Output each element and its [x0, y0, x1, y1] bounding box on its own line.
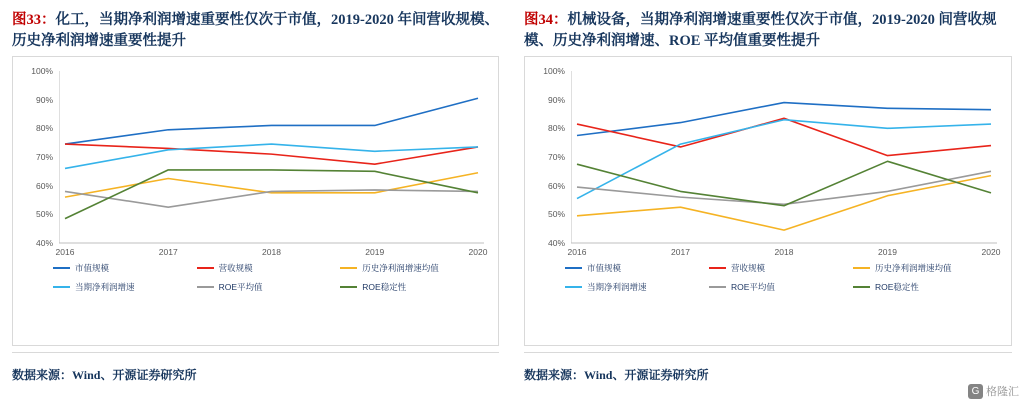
legend-swatch	[53, 286, 70, 288]
legend-label: 历史净利润增速均值	[362, 263, 439, 273]
x-axis-tick-label: 2016	[567, 247, 587, 257]
legend-label: ROE平均值	[218, 282, 263, 292]
y-axis-tick-label: 70%	[547, 152, 565, 162]
legend-swatch	[565, 267, 582, 269]
legend-swatch	[565, 286, 582, 288]
y-axis-tick-label: 50%	[35, 209, 53, 220]
legend-label: 市值规模	[75, 263, 110, 273]
y-axis-tick-label: 50%	[547, 209, 565, 220]
y-axis-tick-label: 90%	[547, 94, 565, 105]
line-chart-34	[543, 66, 1001, 257]
x-axis-tick-label: 2019	[365, 247, 385, 257]
legend-swatch	[197, 286, 214, 288]
x-axis-tick-label: 2019	[878, 247, 897, 257]
x-axis-tick-label: 2020	[468, 247, 488, 257]
chart-legend-33	[53, 262, 484, 300]
y-axis-tick-label: 80%	[35, 123, 53, 134]
series-line	[65, 173, 478, 197]
source-divider	[12, 352, 499, 353]
legend-label: 当期净利润增速	[75, 282, 135, 292]
legend-swatch	[853, 267, 870, 269]
legend-item	[340, 281, 484, 293]
source-note-34: 数据来源：Wind、开源证券研究所	[524, 368, 709, 382]
legend-label: 市值规模	[587, 263, 622, 273]
legend-swatch	[853, 286, 870, 288]
legend-swatch	[709, 286, 726, 288]
legend-item	[853, 262, 997, 274]
legend-label: 历史净利润增速均值	[874, 263, 952, 273]
x-axis-tick-label: 2017	[158, 247, 178, 257]
figure-title-34	[524, 10, 1012, 52]
legend-swatch	[340, 267, 357, 269]
y-axis-tick-label: 60%	[35, 180, 53, 191]
figure-number-34: 图34：	[524, 12, 568, 28]
x-axis-tick-label: 2020	[981, 247, 1001, 257]
y-axis-tick-label: 100%	[31, 66, 53, 76]
figure-caption-34: 机械设备，当期净利润增速重要性仅次于市值，2019-2020 间营收规模、历史净利润增速、ROE 平均值重要性提升	[524, 12, 997, 49]
legend-label: ROE稳定性	[362, 282, 407, 292]
legend-label: 营收规模	[218, 263, 253, 273]
source-divider	[524, 352, 1012, 353]
y-axis-tick-label: 60%	[547, 180, 565, 191]
legend-item	[853, 281, 997, 293]
legend-item	[709, 262, 853, 274]
x-axis-tick-label: 2018	[262, 247, 281, 257]
y-axis-tick-label: 80%	[547, 123, 565, 134]
y-axis-tick-label: 100%	[543, 66, 565, 76]
legend-swatch	[709, 267, 726, 269]
legend-item	[565, 281, 709, 293]
x-axis-tick-label: 2017	[671, 247, 690, 257]
legend-item	[197, 281, 341, 293]
chart-plot-area	[59, 71, 484, 244]
series-line	[577, 120, 991, 199]
legend-label: ROE平均值	[730, 282, 775, 292]
legend-label: 营收规模	[730, 263, 765, 273]
legend-swatch	[340, 286, 357, 288]
chart-legend-34	[565, 262, 997, 300]
chart-plot-area	[571, 71, 997, 244]
x-axis-tick-label: 2016	[55, 247, 75, 257]
source-note-33: 数据来源：Wind、开源证券研究所	[12, 368, 197, 382]
series-line	[65, 144, 478, 164]
legend-item	[197, 262, 341, 274]
legend-item	[53, 281, 197, 293]
legend-label: 当期净利润增速	[587, 282, 647, 292]
legend-item	[340, 262, 484, 274]
source-wrap-33	[12, 352, 499, 383]
series-line	[577, 118, 991, 155]
legend-swatch	[53, 267, 70, 269]
figure-number-33: 图33：	[12, 12, 56, 28]
y-axis-tick-label: 40%	[35, 238, 53, 248]
chart-container-33	[12, 56, 499, 346]
x-axis-tick-label: 2018	[774, 247, 794, 257]
figure-panel-34	[512, 0, 1024, 405]
series-line	[65, 144, 478, 168]
y-axis-tick-label: 40%	[547, 238, 565, 248]
watermark-badge: G	[968, 384, 983, 399]
watermark	[968, 383, 1019, 399]
legend-item	[565, 262, 709, 274]
legend-item	[53, 262, 197, 274]
series-line	[65, 98, 478, 144]
legend-label: ROE稳定性	[874, 282, 919, 292]
figure-panel-33	[0, 0, 512, 405]
series-line	[65, 170, 478, 219]
source-wrap-34	[524, 352, 1012, 383]
chart-container-34	[524, 56, 1012, 346]
figure-caption-33: 化工，当期净利润增速重要性仅次于市值，2019-2020 年间营收规模、历史净利润增速重要性提升	[12, 12, 499, 49]
line-chart-33	[31, 66, 488, 257]
watermark-text: 格隆汇	[986, 386, 1019, 398]
figure-title-33	[12, 10, 499, 52]
y-axis-tick-label: 70%	[35, 152, 53, 162]
legend-item	[709, 281, 853, 293]
y-axis-tick-label: 90%	[35, 94, 53, 105]
legend-swatch	[197, 267, 214, 269]
